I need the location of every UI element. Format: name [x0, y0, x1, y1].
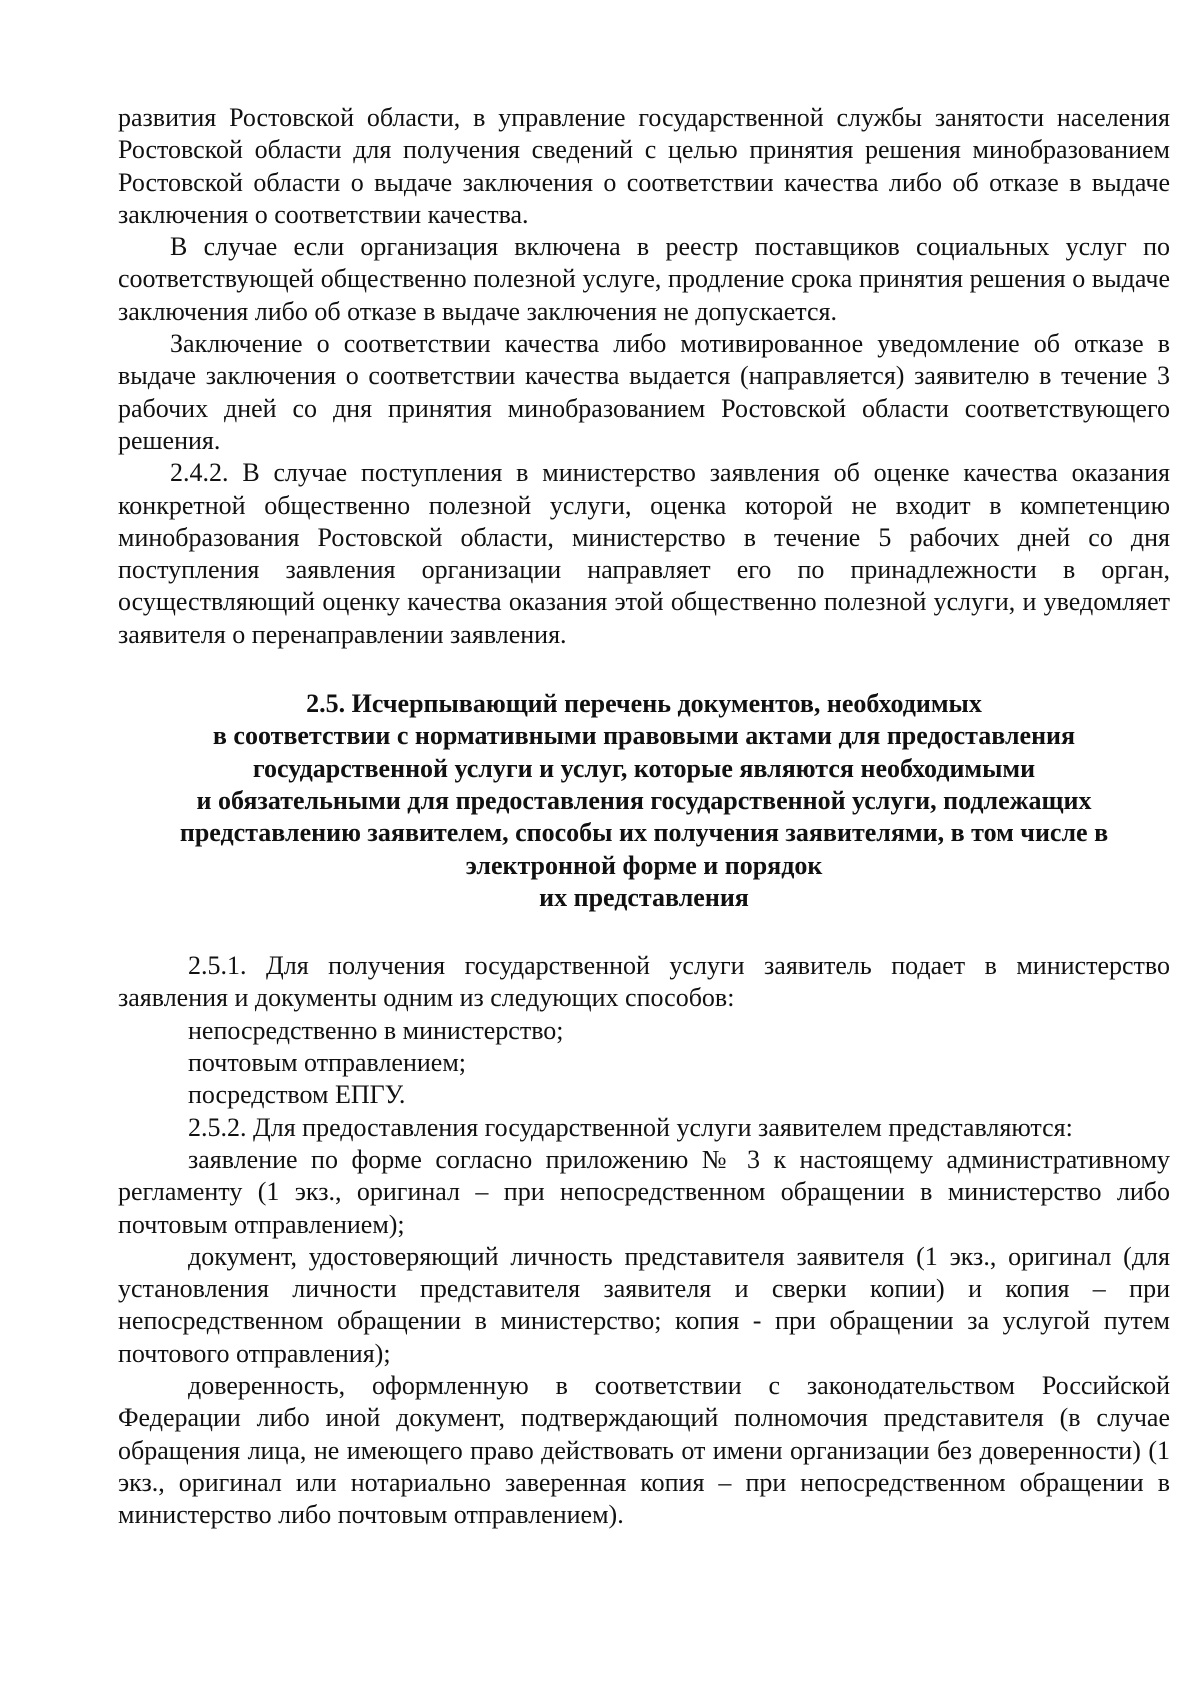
paragraph-2-4-2: 2.4.2. В случае поступления в министерство заявления об оценке качества оказания конкретной общественно полезной услуги, оценка которой не входит в компетенцию минобразования Ростовской области, министерство в течение 5 рабочих дней со дня поступления заявления организации направляет его по принадлежности в орган, осуществляющий оценку качества оказания этой общественно полезной услуги, и уведомляет заявителя о перенаправлении заявления. [118, 458, 1170, 649]
document-item-power-of-attorney: доверенность, оформленную в соответствии с законодательством Российской Федерации либо иной документ, подтверждающий полномочия представителя (в случае обращения лица, не имеющего право действовать от имени организации без доверенности) (1 экз., оригинал или нотариально заверенная копия – при непосредственном обращении в министерство либо почтовым отправлением). [118, 1370, 1170, 1530]
section-heading-line: их представления [539, 882, 749, 912]
section-heading-line: представлению заявителем, способы их получения заявителями, в том числе в [179, 818, 1109, 848]
section-heading-line: электронной форме и порядок [465, 850, 823, 880]
paragraph-conclusion-delivery: Заключение о соответствии качества либо мотивированное уведомление об отказе в выдаче заключения о соответствии качества выдается (направляется) заявителю в течение 3 рабочих дней со дня принятия минобразованием Ростовской области соответствующего решения. [118, 329, 1170, 455]
document-item-identity: документ, удостоверяющий личность представителя заявителя (1 экз., оригинал (для установления личности представителя заявителя и сверки копии) и копия – при непосредственном обращении в министерство; копия - при обращении за услугой путем почтового отправления); [118, 1241, 1170, 1368]
method-item: почтовым отправлением; [188, 1048, 467, 1078]
paragraph-2-5-2: 2.5.2. Для предоставления государственной услуги заявителем представляются: [188, 1112, 1073, 1142]
paragraph-registry-extension: В случае если организация включена в реестр поставщиков социальных услуг по соответствующей общественно полезной услуге, продление срока принятия решения о выдаче заключения либо об отказе в выдаче заключения не допускается. [118, 232, 1170, 326]
method-item: непосредственно в министерство; [188, 1015, 564, 1045]
section-heading-line: 2.5. Исчерпывающий перечень документов, необходимых [306, 689, 982, 719]
section-heading-line: и обязательными для предоставления государственной услуги, подлежащих [196, 785, 1092, 815]
document-item-application: заявление по форме согласно приложению № 3 к настоящему административному регламенту (1 экз., оригинал – при непосредственном обращении в министерство либо почтовым отправлением); [118, 1144, 1170, 1239]
paragraph-continuation: развития Ростовской области, в управление государственной службы занятости населения Ростовской области для получения сведений с целью принятия решения минобразованием Ростовской области о выдаче заключения о соответствии качества либо об отказе в выдаче заключения о соответствии качества. [118, 103, 1170, 229]
method-item: посредством ЕПГУ. [188, 1080, 406, 1110]
section-heading-line: государственной услуги и услуг, которые являются необходимыми [252, 753, 1036, 783]
section-heading-line: в соответствии с нормативными правовыми актами для предоставления [212, 721, 1076, 751]
section-heading-2-5 [118, 688, 1170, 914]
paragraph-2-5-1: 2.5.1. Для получения государственной услуги заявитель подает в министерство заявления и документы одним из следующих способов: [118, 951, 1170, 1013]
document-page [118, 102, 1170, 1531]
